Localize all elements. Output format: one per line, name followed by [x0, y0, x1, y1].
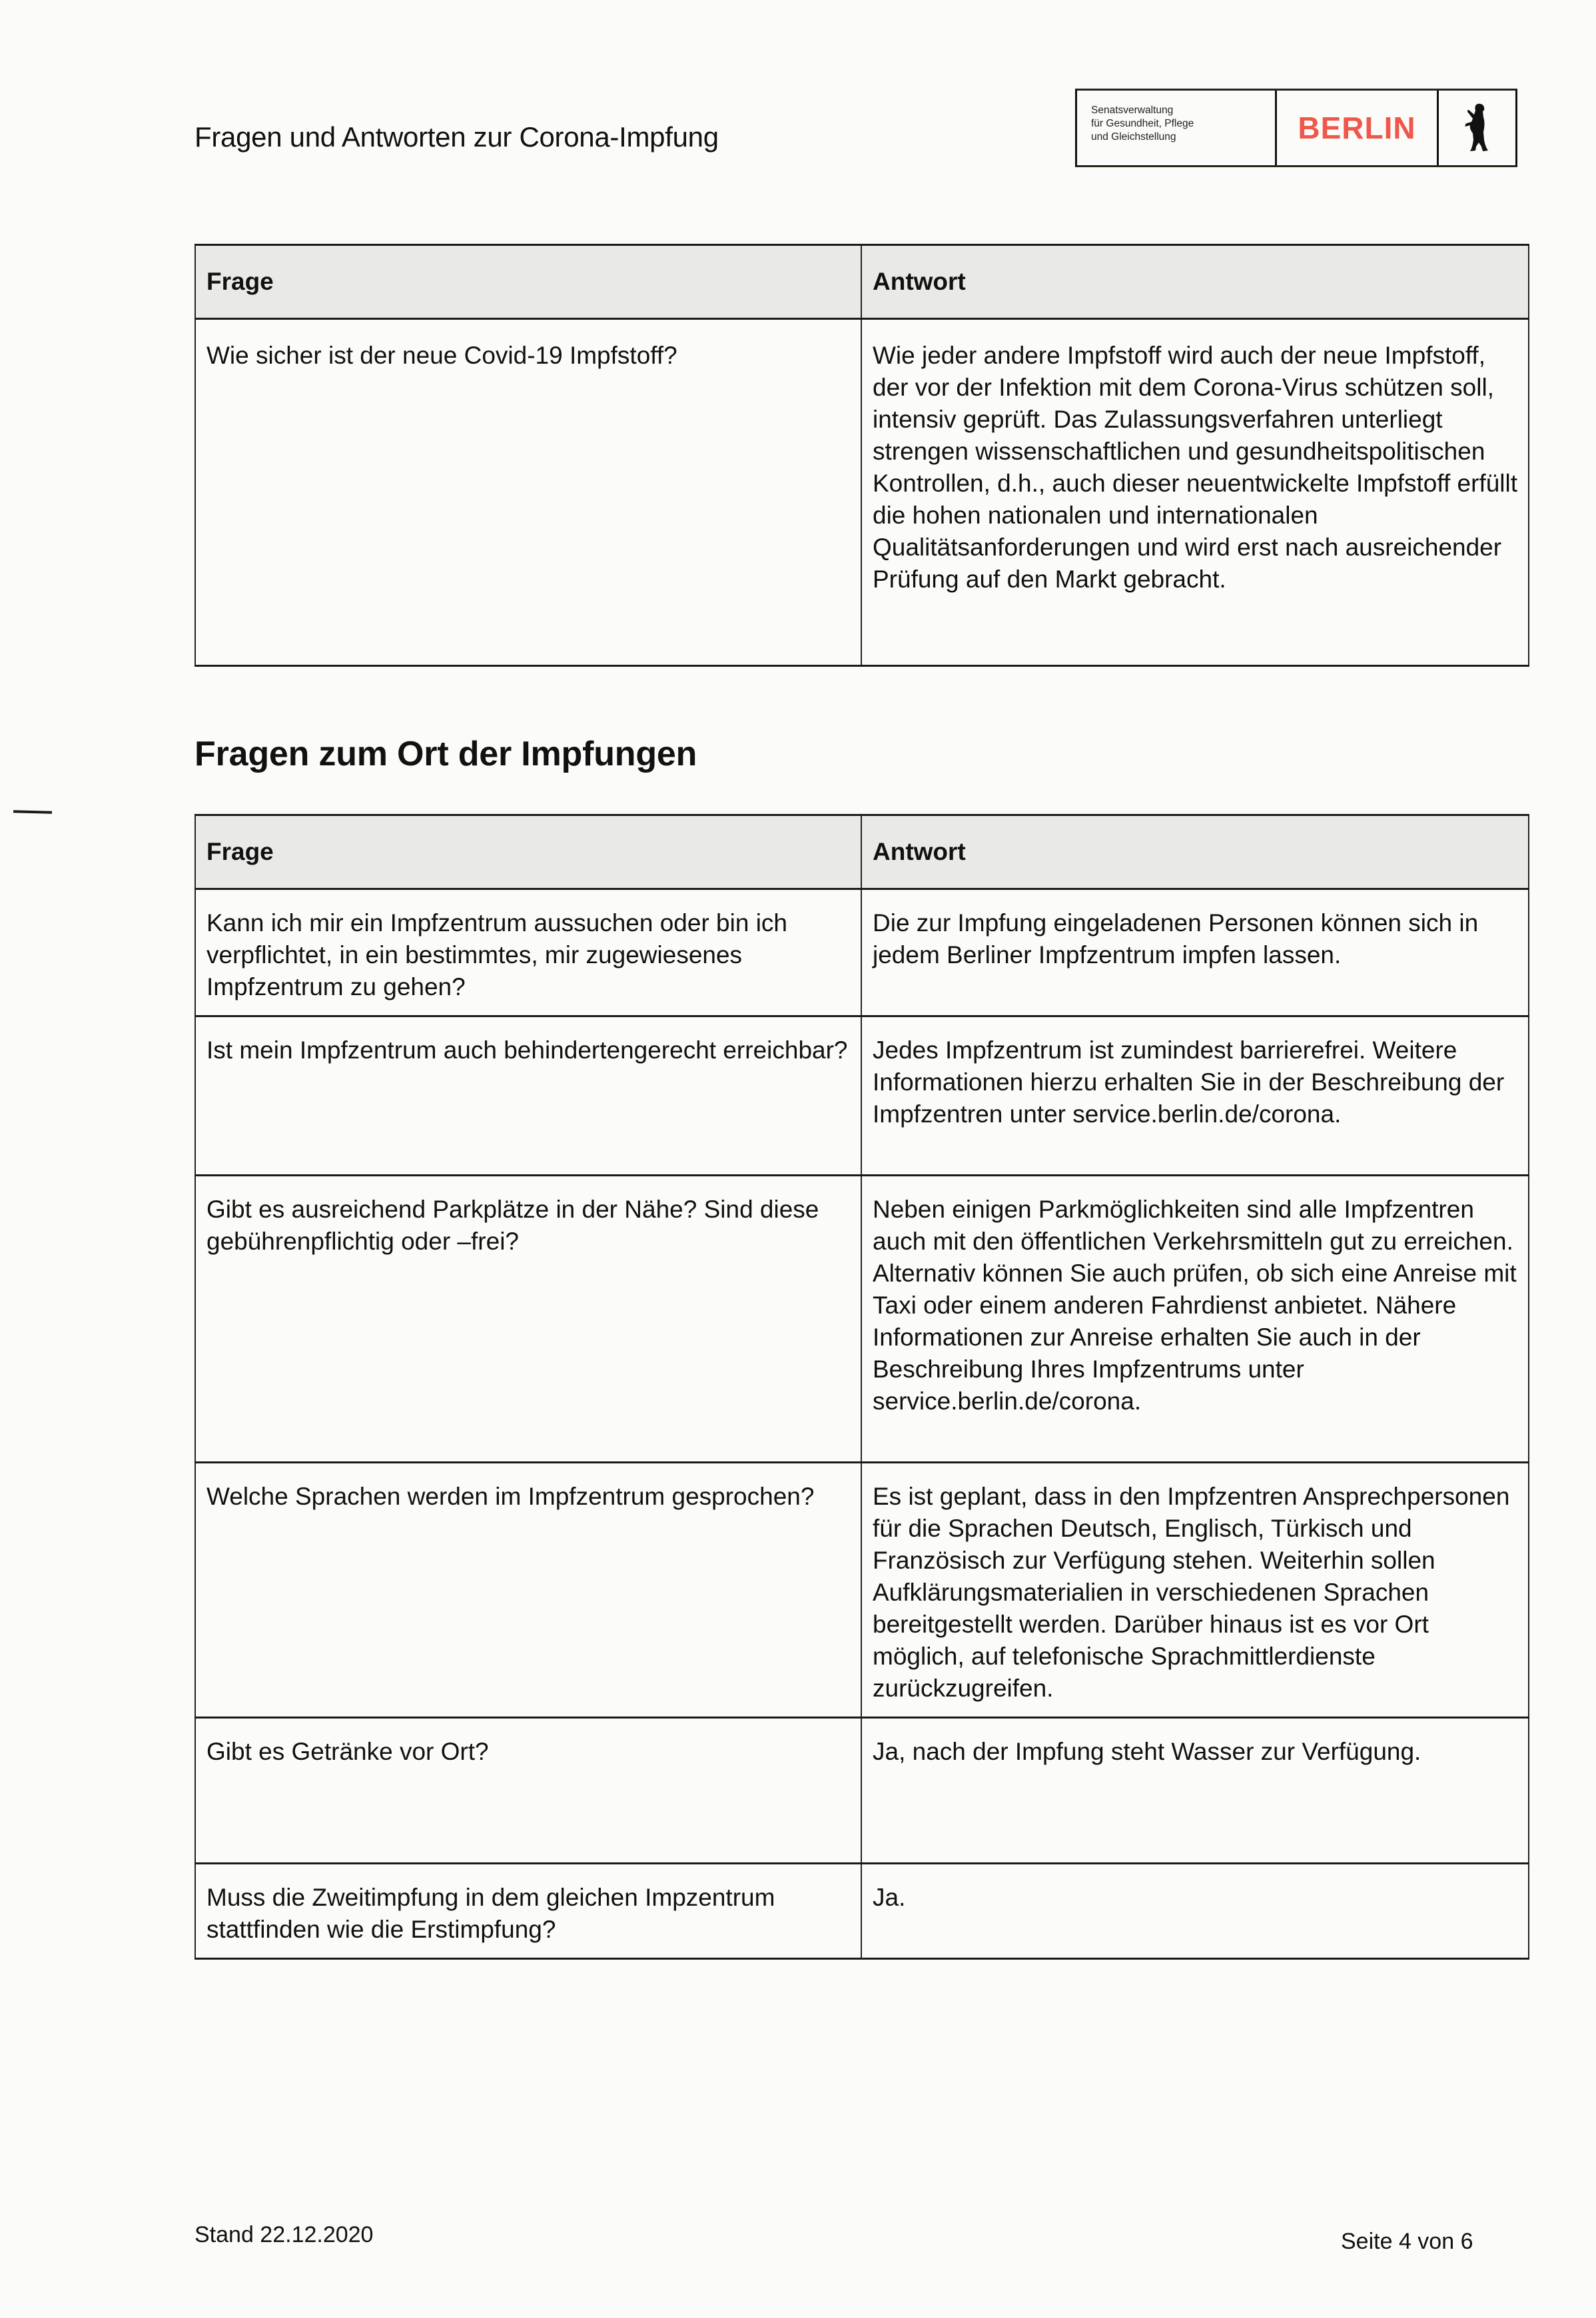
table-row: [195, 319, 1529, 666]
table-row: [195, 1718, 1529, 1864]
footer-date: Stand 22.12.2020: [195, 2222, 374, 2247]
table-row: [195, 889, 1529, 1016]
table-header-row: [195, 245, 1529, 319]
question-cell: Gibt es ausreichend Parkplätze in der Nähe? Sind diese gebührenpflichtig oder –frei?: [195, 1176, 861, 1463]
answer-cell: Die zur Impfung eingeladenen Personen können sich in jedem Berliner Impfzentrum impfen lassen.: [861, 889, 1529, 1016]
question-cell: Gibt es Getränke vor Ort?: [195, 1718, 861, 1864]
column-header-answer: Antwort: [861, 245, 1529, 319]
logo-department: [1077, 91, 1277, 165]
table-row: [195, 1016, 1529, 1176]
question-cell: Welche Sprachen werden im Impfzentrum gesprochen?: [195, 1463, 861, 1718]
scan-margin-mark: [13, 810, 52, 814]
question-cell: Ist mein Impfzentrum auch behindertengerecht erreichbar?: [195, 1016, 861, 1176]
logo-department-line: und Gleichstellung: [1091, 131, 1176, 143]
document-title: Fragen und Antworten zur Corona-Impfung: [195, 121, 719, 153]
table-row: [195, 1176, 1529, 1463]
column-header-question: Frage: [195, 245, 861, 319]
logo-department-line: für Gesundheit, Pflege: [1091, 118, 1194, 129]
berlin-bear-icon: [1464, 103, 1491, 153]
answer-cell: Ja.: [861, 1864, 1529, 1959]
logo-city-wordmark: BERLIN: [1277, 91, 1439, 165]
question-cell: Muss die Zweitimpfung in dem gleichen Impzentrum stattfinden wie die Erstimpfung?: [195, 1864, 861, 1959]
qa-table-safety: [195, 244, 1529, 667]
logo-department-line: Senatsverwaltung: [1091, 105, 1174, 116]
section-heading: Fragen zum Ort der Impfungen: [195, 735, 697, 773]
answer-cell: Wie jeder andere Impfstoff wird auch der neue Impfstoff, der vor der Infektion mit dem Corona-Virus schützen soll, intensiv geprüft. Das Zulassungsverfahren unterliegt strengen wissenschaftlichen und gesundheitspolitischen Kontrollen, d.h., auch dieser neuentwickelte Impfstoff erfüllt die hohen nationalen und internationalen Qualitätsanforderungen und wird erst nach ausreichender Prüfung auf den Markt gebracht.: [861, 319, 1529, 666]
answer-cell: Neben einigen Parkmöglichkeiten sind alle Impfzentren auch mit den öffentlichen Verkehrsmitteln gut zu erreichen. Alternativ können Sie auch prüfen, ob sich eine Anreise mit Taxi oder einem anderen Fahrdienst anbietet. Nähere Informationen zur Anreise erhalten Sie auch in der Beschreibung Ihres Impfzentrums unter service.berlin.de/corona.: [861, 1176, 1529, 1463]
question-cell: Wie sicher ist der neue Covid-19 Impfstoff?: [195, 319, 861, 666]
footer-page-number: Seite 4 von 6: [1341, 2229, 1473, 2254]
column-header-answer: Antwort: [861, 815, 1529, 889]
table-row: [195, 1463, 1529, 1718]
answer-cell: Jedes Impfzentrum ist zumindest barrierefrei. Weitere Informationen hierzu erhalten Sie in der Beschreibung der Impfzentren unter service.berlin.de/corona.: [861, 1016, 1529, 1176]
qa-table-location: [195, 814, 1529, 1960]
column-header-question: Frage: [195, 815, 861, 889]
question-cell: Kann ich mir ein Impfzentrum aussuchen oder bin ich verpflichtet, in ein bestimmtes, mir zugewiesenes Impfzentrum zu gehen?: [195, 889, 861, 1016]
answer-cell: Ja, nach der Impfung steht Wasser zur Verfügung.: [861, 1718, 1529, 1864]
table-row: [195, 1864, 1529, 1959]
logo-emblem: [1439, 91, 1515, 165]
table-header-row: [195, 815, 1529, 889]
answer-cell: Es ist geplant, dass in den Impfzentren Ansprechpersonen für die Sprachen Deutsch, Englisch, Türkisch und Französisch zur Verfügung stehen. Weiterhin sollen Aufklärungsmaterialien in verschiedenen Sprachen bereitgestellt werden. Darüber hinaus ist es vor Ort möglich, auf telefonische Sprachmittlerdienste zurückzugreifen.: [861, 1463, 1529, 1718]
berlin-senate-logo: [1075, 89, 1517, 167]
